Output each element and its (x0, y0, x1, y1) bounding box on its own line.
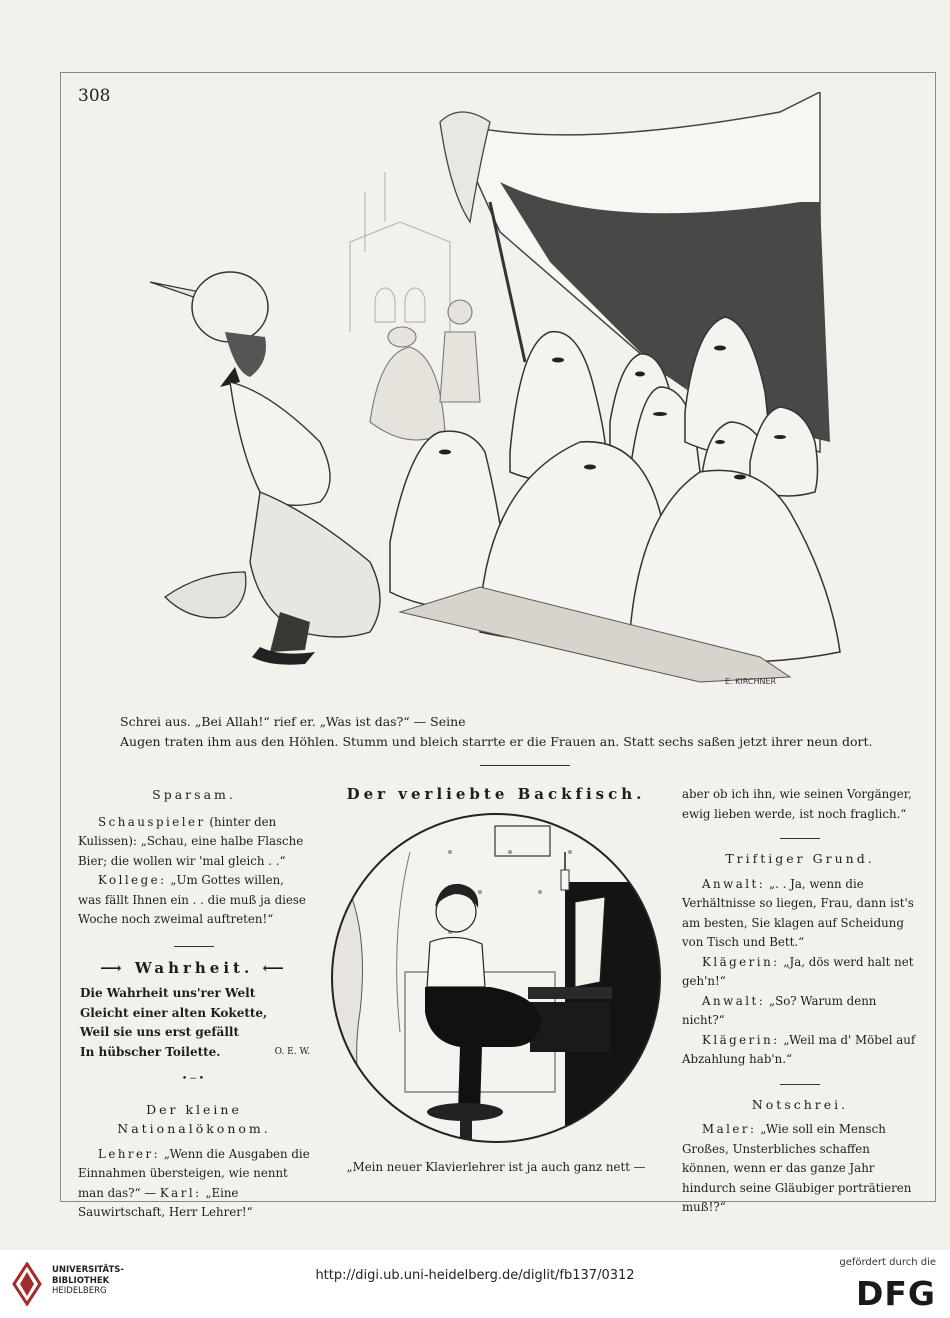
nationaloekonom-speaker-2: Karl: (159, 1185, 202, 1200)
backfisch-caption: „Mein neuer Klavierlehrer ist ja auch ganz nett — (346, 1160, 646, 1174)
backfisch-caption-block (330, 1158, 662, 1178)
separator-rule (174, 946, 214, 947)
artist-signature: E. KIRCHNER (725, 677, 777, 686)
ornament-dots: •−• (181, 1074, 207, 1084)
funding-note: gefördert durch die (839, 1257, 936, 1268)
main-illustration (140, 92, 860, 702)
sparsam-paragraph-1 (78, 813, 310, 872)
triftiger-grund-title: Triftiger Grund. (725, 851, 875, 866)
triftiger-speaker: Anwalt: (702, 993, 766, 1008)
backfisch-continuation: aber ob ich ihn, wie seinen Vorgänger, ewig lieben werde, ist noch fraglich.“ (682, 787, 912, 821)
sparsam-text-1: (hinter den Kulissen): „Schau, eine halbe Flasche Bier; die wollen wir 'mal gleich . .“ (78, 814, 304, 868)
sparsam-title: Sparsam. (152, 787, 236, 802)
nationaloekonom-title: Der kleine Nationalökonom. (117, 1101, 271, 1136)
library-name-line: UNIVERSITÄTS- (52, 1265, 124, 1275)
poem-author: O. E. W. (274, 1046, 310, 1057)
page-number: 308 (78, 86, 111, 106)
triftiger-paragraph-1 (682, 875, 918, 953)
center-column (330, 785, 662, 805)
dfg-logo: DFG (855, 1274, 936, 1313)
nationaloekonom-speaker-1: Lehrer: (98, 1146, 161, 1161)
illustration-caption (120, 712, 880, 752)
piano-medallion-illustration (330, 812, 662, 1144)
triftiger-paragraph-2 (682, 953, 918, 992)
notschrei-text: „Wie soll ein Mensch Großes, Unsterbliches schaffen können, wenn er das ganze Jahr hindurch seine Gläubiger porträtieren muß!?“ (682, 1122, 912, 1214)
sparsam-speaker-2: Kollege: (98, 873, 167, 887)
nationaloekonom-text-1: „Wenn die Ausgaben die Einnahmen übersteigen, wie nennt man das?“ — (78, 1146, 310, 1200)
triftiger-text: „Ja, dös werd halt net geh'n!“ (682, 954, 914, 988)
triftiger-paragraph-3 (682, 992, 918, 1031)
left-column (78, 785, 310, 1223)
backfisch-title: Der verliebte Backfisch. (346, 785, 646, 803)
poem-line: Gleicht einer alten Kokette, (80, 1005, 268, 1020)
permalink-url[interactable]: http://digi.ub.uni-heidelberg.de/diglit/fb137/0312 (315, 1268, 635, 1283)
wahrheit-poem (78, 984, 310, 1062)
caption-line-2: Augen traten ihm aus den Höhlen. Stumm und bleich starrte er die Frauen an. Statt sechs saßen jetzt ihrer neun dort. (120, 734, 873, 749)
triftiger-speaker: Klägerin: (702, 1032, 780, 1047)
poem-line: Die Wahrheit uns'rer Welt (80, 986, 256, 1000)
library-name-line: BIBLIOTHEK (52, 1275, 110, 1286)
triftiger-speaker: Anwalt: (702, 876, 766, 891)
separator-rule (780, 838, 820, 839)
sparsam-speaker-1: Schauspieler (98, 814, 206, 829)
nationaloekonom-text-2: „Eine Sauwirtschaft, Herr Lehrer!“ (78, 1185, 253, 1219)
triftiger-text: „So? Warum denn nicht?“ (682, 993, 877, 1027)
nationaloekonom-paragraph (78, 1145, 310, 1223)
separator-rule (480, 765, 570, 766)
triftiger-text: „Weil ma d' Möbel auf Abzahlung hab'n.“ (682, 1032, 916, 1066)
notschrei-speaker: Maler: (702, 1122, 757, 1136)
triftiger-text: „. . Ja, wenn die Verhältnisse so liegen, Frau, dann ist's am besten, Sie klagen auf Scheidung von Tisch und Bett.“ (682, 876, 914, 949)
footer-bar (0, 1250, 950, 1318)
notschrei-paragraph (682, 1120, 918, 1218)
separator-rule (780, 1084, 820, 1085)
triftiger-speaker: Klägerin: (702, 954, 780, 969)
library-name-line: HEIDELBERG (52, 1286, 107, 1296)
caption-line-1: Schrei aus. „Bei Allah!“ rief er. „Was ist das?“ — Seine (120, 714, 466, 729)
poem-line: Weil sie uns erst gefällt (80, 1025, 239, 1039)
wahrheit-title: ⟶ Wahrheit. ⟵ (100, 958, 288, 977)
triftiger-paragraph-4 (682, 1031, 918, 1070)
notschrei-title: Notschrei. (751, 1096, 849, 1112)
right-column (682, 785, 918, 1218)
poem-line: In hübscher Toilette. O. E. W. (80, 1043, 310, 1063)
sparsam-paragraph-2 (78, 871, 310, 930)
sparsam-text-2: „Um Gottes willen, was fällt Ihnen ein . . die muß ja diese Woche noch zweimal auftreten!“ (78, 873, 306, 926)
